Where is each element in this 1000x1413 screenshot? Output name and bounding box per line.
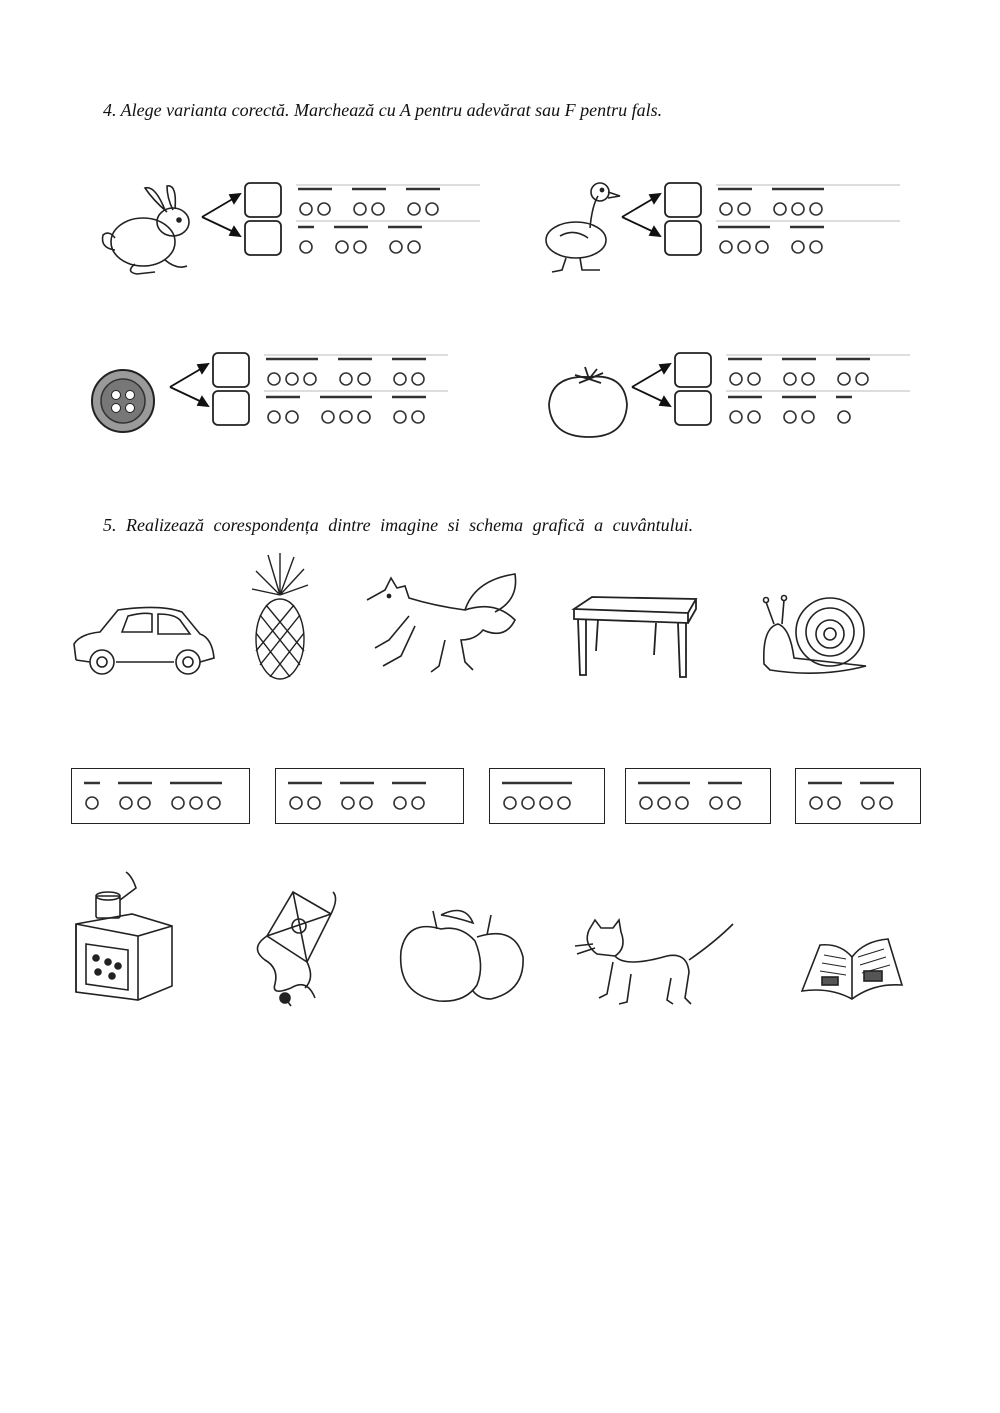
syllable-group: [392, 783, 426, 809]
syllable-group: [638, 783, 690, 809]
syllable-group: [288, 783, 322, 809]
exercise-4-item-tomato: [545, 345, 945, 455]
syllable-group: [266, 359, 318, 385]
syllable-group: [170, 783, 222, 809]
exercise-5-instruction: 5. Realizează corespondența dintre imagine si schema grafică a cuvântului.: [103, 515, 694, 535]
syllable-group: [808, 783, 842, 809]
word-scheme: [490, 769, 604, 823]
syllable-group: [790, 227, 824, 253]
syllable-group: [406, 189, 440, 215]
exercise-4-options: [200, 175, 520, 285]
syllable-group: [84, 783, 100, 809]
arrow-icons: [622, 194, 660, 236]
rabbit-picture: [95, 180, 195, 280]
syllable-group: [298, 227, 314, 253]
syllable-group: [836, 359, 870, 385]
cat-picture: [575, 918, 740, 1008]
answer-box-2[interactable]: [665, 221, 701, 255]
word-scheme: [72, 769, 249, 823]
syllable-group: [340, 783, 374, 809]
syllable-group: [718, 227, 770, 253]
book-picture: [800, 935, 905, 1005]
syllable-group: [708, 783, 742, 809]
syllable-group: [266, 397, 300, 423]
snail-picture: [760, 588, 875, 683]
button-picture: [88, 363, 168, 443]
syllable-group: [772, 189, 824, 215]
word-scheme: [626, 769, 770, 823]
kite-picture: [245, 888, 340, 1008]
syllable-group: [782, 359, 816, 385]
apples-picture: [395, 905, 530, 1005]
exercise-4-instruction: 4. Alege varianta corectă. Marchează cu A pentru adevărat sau F pentru fals.: [103, 100, 663, 120]
stove-picture: [72, 870, 177, 1010]
scheme-box-4[interactable]: [625, 768, 771, 824]
duck-picture: [540, 178, 620, 278]
scheme-box-2[interactable]: [275, 768, 464, 824]
exercise-4-item-button: [88, 345, 488, 455]
syllable-group: [728, 397, 762, 423]
answer-box-1[interactable]: [213, 353, 249, 387]
table-picture: [570, 595, 700, 680]
syllable-group: [728, 359, 762, 385]
exercise-4-options: [630, 345, 950, 455]
arrow-icons: [202, 194, 240, 236]
answer-box-1[interactable]: [665, 183, 701, 217]
car-picture: [70, 600, 220, 680]
syllable-group: [338, 359, 372, 385]
syllable-group: [718, 189, 752, 215]
answer-box-2[interactable]: [213, 391, 249, 425]
exercise-4-item-rabbit: [95, 175, 495, 285]
syllable-group: [392, 397, 426, 423]
syllable-group: [352, 189, 386, 215]
answer-box-1[interactable]: [245, 183, 281, 217]
syllable-group: [392, 359, 426, 385]
syllable-group: [502, 783, 572, 809]
arrow-icons: [170, 364, 208, 406]
tomato-picture: [545, 363, 635, 443]
scheme-box-5[interactable]: [795, 768, 921, 824]
syllable-group: [298, 189, 332, 215]
syllable-group: [860, 783, 894, 809]
fox-picture: [365, 570, 525, 680]
scheme-box-3[interactable]: [489, 768, 605, 824]
syllable-group: [118, 783, 152, 809]
syllable-group: [836, 397, 852, 423]
syllable-group: [388, 227, 422, 253]
exercise-4-options: [168, 345, 488, 455]
word-scheme: [796, 769, 920, 823]
pineapple-picture: [250, 555, 310, 685]
answer-box-1[interactable]: [675, 353, 711, 387]
exercise-4-item-duck: [540, 175, 940, 285]
syllable-group: [320, 397, 372, 423]
answer-box-2[interactable]: [675, 391, 711, 425]
answer-box-2[interactable]: [245, 221, 281, 255]
syllable-group: [782, 397, 816, 423]
syllable-group: [334, 227, 368, 253]
word-scheme: [276, 769, 463, 823]
arrow-icons: [632, 364, 670, 406]
exercise-4-options: [620, 175, 940, 285]
scheme-box-1[interactable]: [71, 768, 250, 824]
